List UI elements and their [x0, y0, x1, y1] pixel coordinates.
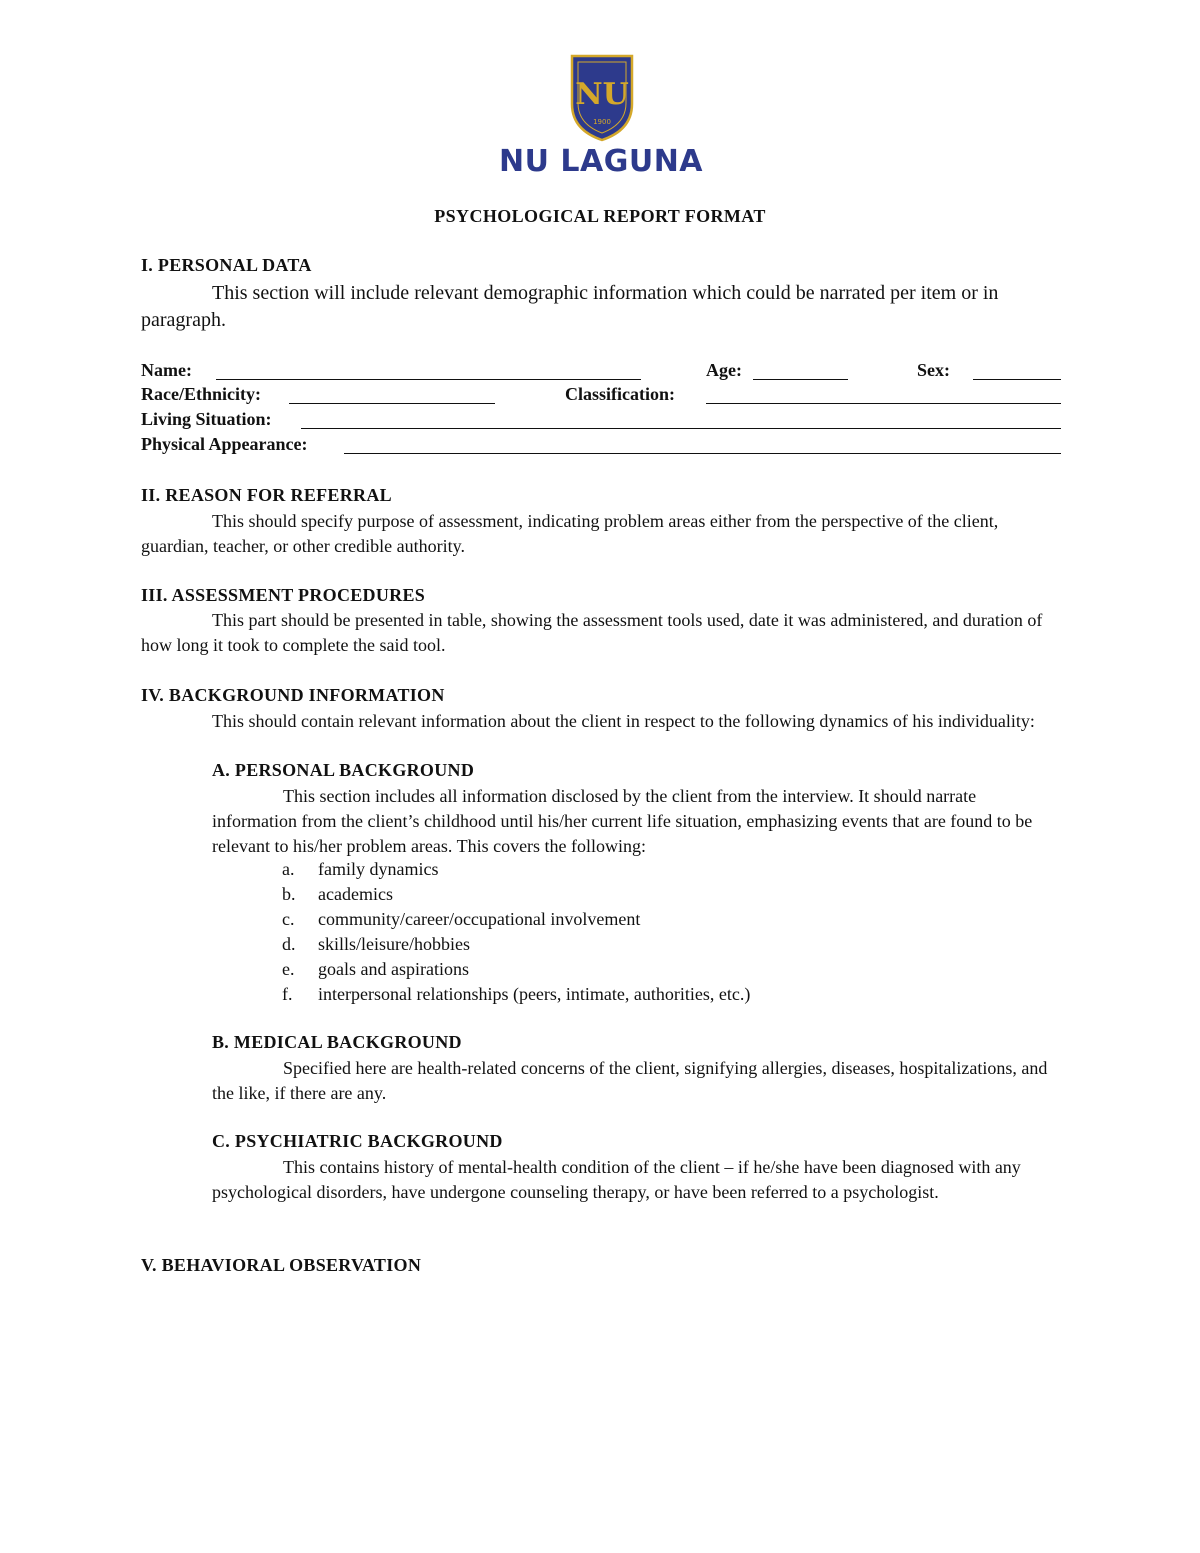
personal-background-text: This section includes all information disclosed by the client from the interview. It should narrate information from the client’s childhood until his/her current life situation, emphasizing events that are found to be relevant to his/her problem areas. This covers the following: [212, 786, 1033, 856]
field-row-name-age-sex [141, 360, 1061, 385]
psychiatric-background-heading: C. PSYCHIATRIC BACKGROUND [212, 1131, 503, 1151]
psychiatric-background-text: This contains history of mental-health condition of the client – if he/she have been diagnosed with any psychological disorders, have undergone counseling therapy, or have been referred to a psychologist. [212, 1157, 1021, 1202]
document-title: PSYCHOLOGICAL REPORT FORMAT [434, 206, 766, 226]
classification-field[interactable] [706, 403, 1061, 404]
sex-label: Sex: [917, 360, 950, 380]
field-row-living-situation [141, 409, 1061, 434]
sex-field[interactable] [973, 379, 1061, 380]
race-ethnicity-label: Race/Ethnicity: [141, 384, 261, 404]
document-page: NU 1900 NU LAGUNA PSYCHOLOGICAL REPORT FORMAT I. PERSONAL DATA This section will include relevant demographic information which could be narrated per item or in paragraph. Name: Age: Sex: Race/Ethnicity: Classification: Living Situation: Physical Appearance: II. REASON FOR REFERRAL This should specify purpose of assessment, indicating problem areas either from the perspective of the client, guardian, teacher, or other credible authority. III. ASSESSMENT PROCEDURES This part should be presented in table, showing the assessment tools used, date it was administered, and duration of how long it took to complete the said tool. IV. BACKGROUND INFORMATION This should contain relevant information about the client in respect to the following dynamics of his individuality: A. PERSONAL BACKGROUND This section includes all information disclosed by the client from the interview. It should narrate information from the client’s childhood until his/her current life situation, emphasizing events that are found to be relevant to his/her problem areas. This covers the following: a. family dynamics b. academics c. community/career/occupational involvement d. skills/leisure/hobbies e. goals and aspirations f. interpersonal relationships (peers, intimate, authorities, etc.) B. MEDICAL BACKGROUND Specified here are health-related concerns of the client, signifying allergies, diseases, hospitalizations, and the like, if there are any. C. PSYCHIATRIC BACKGROUND This contains history of mental-health condition of the client – if he/she have been diagnosed with any psychological disorders, have undergone counseling therapy, or have been referred to a psychologist. V. BEHAVIORAL OBSERVATION [0, 0, 1200, 1553]
race-ethnicity-field[interactable] [289, 403, 495, 404]
section-procedures-text: This part should be presented in table, showing the assessment tools used, date it was administered, and duration of how long it took to complete the said tool. [141, 610, 1043, 655]
field-row-race-classification [141, 384, 1061, 409]
svg-text:NU: NU [575, 77, 629, 112]
section-personal-data-heading: I. PERSONAL DATA [141, 255, 312, 275]
personal-background-heading: A. PERSONAL BACKGROUND [212, 760, 475, 780]
age-field[interactable] [753, 379, 848, 380]
name-label: Name: [141, 360, 192, 380]
nu-shield-logo [566, 52, 638, 142]
living-situation-label: Living Situation: [141, 409, 272, 429]
classification-label: Classification: [565, 384, 675, 404]
physical-appearance-field[interactable] [344, 453, 1061, 454]
age-label: Age: [706, 360, 742, 380]
section-background-heading: IV. BACKGROUND INFORMATION [141, 685, 445, 705]
name-field[interactable] [216, 379, 641, 380]
medical-background-heading: B. MEDICAL BACKGROUND [212, 1032, 462, 1052]
section-referral-heading: II. REASON FOR REFERRAL [141, 485, 392, 505]
physical-appearance-label: Physical Appearance: [141, 434, 308, 454]
medical-background-text: Specified here are health-related concerns of the client, signifying allergies, diseases, hospitalizations, and the like, if there are any. [212, 1058, 1048, 1103]
svg-text:1900: 1900 [593, 118, 611, 126]
field-row-physical-appearance [141, 434, 1061, 459]
brand-name: NU LAGUNA [498, 144, 704, 179]
section-behavioral-heading: V. BEHAVIORAL OBSERVATION [141, 1255, 422, 1275]
living-situation-field[interactable] [301, 428, 1061, 429]
section-referral-text: This should specify purpose of assessment, indicating problem areas either from the perspective of the client, guardian, teacher, or other credible authority. [141, 511, 999, 556]
section-personal-data-text: This section will include relevant demographic information which could be narrated per item or in paragraph. [141, 282, 999, 331]
section-background-text: This should contain relevant information about the client in respect to the following dynamics of his individuality: [212, 711, 1035, 731]
section-procedures-heading: III. ASSESSMENT PROCEDURES [141, 585, 426, 605]
